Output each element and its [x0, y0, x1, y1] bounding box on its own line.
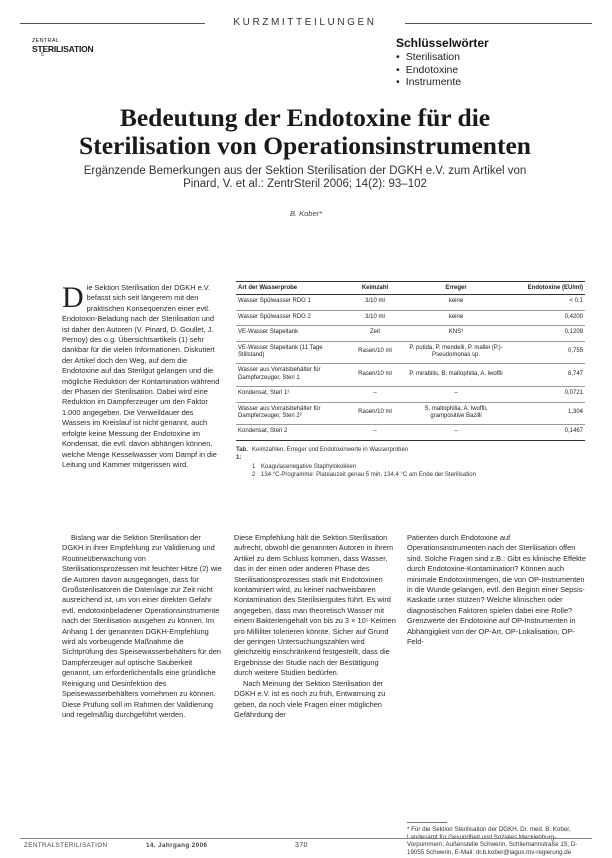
table-header-row [236, 282, 585, 295]
section-label: KURZMITTEILUNGEN [233, 17, 377, 28]
table-row [236, 402, 585, 425]
header-rule-left [20, 23, 205, 24]
table-cell: 1,304 [506, 402, 585, 425]
table-cell: P. putida, P. mendelii, P. mallei (P.)-Pseudomonas sp. [406, 341, 506, 364]
table-cell: – [344, 387, 406, 402]
table-cell: < 0,1 [506, 295, 585, 310]
table-row [236, 425, 585, 440]
table-header-cell: Erreger [406, 282, 506, 295]
drop-cap: D [62, 283, 84, 314]
table-cell: keine [406, 295, 506, 310]
table-cell: 0,1209 [506, 326, 585, 341]
logo-main-text: STERILISATION [32, 43, 94, 54]
paragraph: ie Sektion Sterilisation der DGKH e.V. befasst sich seit längerem mit den praktischen Konsequenzen einer evtl. Endotoxin-Beladung nach der Sterilisation und ist daher den Autoren (V. Pinard, D. Goullet, J. Pernoy) des o.g. Übersichtsartikels (1) sehr dankbar für die vielen Informationen. Diskutiert der Artikel doch den Weg, auf dem die Endotoxine auf das Sterilgut gelangen und die mögliche Reduktion der Kontamination während der Phasen der Sterilisation. Dabei wird eine Reduktion im Dampferzeuger um den Faktor 1.000 angegeben. Die Verweildauer des Wassers im Kreislauf ist nicht genannt, auch erfolgte keine Messung der Endotoxine im Kondensat, die evtl. davon abhängen können, welche Menge Kesselwasser vom Dampf in die Leitung und Kammer mitgerissen wird. [62, 283, 220, 469]
table-cell: Rasen/10 ml [344, 341, 406, 364]
journal-logo [32, 39, 93, 58]
table-cell: – [406, 425, 506, 440]
article-subtitle: Ergänzende Bemerkungen aus der Sektion Sterilisation der DGKH e.V. zum Artikel von Pinard, V. et al.: ZentrSteril 2006; 14(2): 93–102 [83, 165, 527, 190]
table-cell: KNS¹ [406, 326, 506, 341]
keyword-item: • Instrumente [396, 76, 586, 89]
table-cell: 0,4200 [506, 310, 585, 325]
table-cell: 0,1467 [506, 425, 585, 440]
keyword-item: • Sterilisation [396, 51, 586, 64]
logo-top-text: ZENTRAL [32, 38, 60, 44]
table-row [236, 295, 585, 310]
footer-volume: 14. Jahrgang 2006 [146, 842, 208, 849]
table-caption-label: Tab. 1: [236, 446, 248, 462]
table-cell: S. maltophilia, A. lwoffii, grampositive Bazilli [406, 402, 506, 425]
table-cell: Rasen/10 ml [344, 364, 406, 387]
table-cell: Rasen/10 ml [344, 402, 406, 425]
table-row [236, 387, 585, 402]
table-cell: – [406, 387, 506, 402]
data-table-block [236, 281, 585, 480]
table-header-cell: Keimzahl [344, 282, 406, 295]
table-cell: 8,747 [506, 364, 585, 387]
table-footnote-text: Koagulasenegative Staphylokokken [261, 463, 357, 470]
column-1-top [62, 283, 223, 527]
table-cell: Kondensat, Steri 1² [236, 387, 344, 402]
column-3 [407, 533, 587, 703]
paragraph: Bislang war die Sektion Sterilisation der DGKH in ihrer Empfehlung zur Validierung und Routineüberwachung von Sterilisationsprozessen mit feuchter Hitze (2) wie die Autoren davon ausgegangen, dass für Großsterilisatoren die Datenlage zur Zeit nicht ausreichend ist, um von einer direkten Gefahr evtl. endotoxinbeladener Operationsinstrumente nach der Sterilisation ausgehen zu können. Im Anhang 1 der genannten DGKH-Empfehlung wird als vorbeugende Maßnahme die Sichtprüfung des Speisewasserbehälters für den Dampferzeuger auf optische Sauberkeit genannt, um erforderlichenfalls eine gründliche Reinigung und Desinfektion des Speisewasserbehälters vornehmen zu können. Diese Prüfung soll im Rahmen der Validierung und regelmäßig durchgeführt werden. [62, 533, 222, 719]
footer-rule [20, 838, 592, 839]
table-row [236, 341, 585, 364]
page-number: 370 [295, 842, 308, 849]
table-cell: Wasser Spülwasser RDG 1 [236, 295, 344, 310]
column-2 [234, 533, 397, 829]
article-author: B. Kober* [289, 209, 323, 218]
keywords-title: Schlüsselwörter [396, 36, 489, 50]
table-cell: 3/10 ml [344, 310, 406, 325]
keyword-item: • Endotoxine [396, 64, 586, 77]
table-footnote-mark: 2 [252, 472, 256, 479]
table-cell: keine [406, 310, 506, 325]
header-rule-right [405, 23, 592, 24]
table-cell: Kondensat, Steri 2 [236, 425, 344, 440]
table-footnote-text: 134 °C-Programme: Plateauzeit genau 5 min, 134,4 °C am Ende der Sterilisation [261, 472, 476, 479]
table-footnote [236, 471, 585, 479]
table-cell: VE-Wasser Stapeltank (11 Tage Stillstand) [236, 341, 344, 364]
footnote-divider [407, 822, 447, 823]
table-cell: 0,755 [506, 341, 585, 364]
title-line-2: Sterilisation von Operationsinstrumenten [79, 131, 531, 160]
keywords-box [396, 36, 586, 89]
table-cell: P. mirabilis, B. maltophilia, A. lwoffii [406, 364, 506, 387]
logo-number: 5 [41, 52, 44, 58]
table-cell: 3/10 ml [344, 295, 406, 310]
table-cell: Wasser aus Vorratsbehälter für Dampferzeuger, Steri 2² [236, 402, 344, 425]
paragraph: Diese Empfehlung hält die Sektion Sterilisation aufrecht, obwohl die genannten Autoren in ihrem Artikel zu dem Schluss kommen, dass Wasser, das in der einen oder anderen Phase des Sterilisationsprozesses stark mit Endotoxinen kontaminiert wird, zu keiner nachweisbaren Kontamination des Sterilisiergutes führt. Es wird angegeben, dass man theoretisch Wasser mit einem Bakteriengehalt von bis zu 3 × 10⁵ Keimen pro Milliliter tolerieren könnte. Sicher auf Grund der geringen Untersuchungszahlen wird gleichzeitig einschränkend festgestellt, dass die Ergebnisse der Studie nach der Bestätigung durch weitere Studien bedürfen. [234, 533, 396, 678]
paragraph: Patienten durch Endotoxine auf Operationsinstrumenten nach der Sterilisation offen sind. Solche Fragen sind z.B.: Gibt es klinische Effekte durch Endotoxine-Kontamination? Können auch minimale Endotoxinmengen, die von OP-Instrumenten in die Wunde gelangen, evtl. den Beginn einer Sepsis-Kaskade unter stützen? Welche klinischen oder diagnostischen Faktoren spielen dabei eine Rolle? Grenzwerte der Endotoxine auf OP-Instrumenten in Abhängigkeit von der OP-Art, OP-Lokalisation, OP-Feld- [407, 533, 586, 647]
table-cell: Wasser Spülwasser RDG 2 [236, 310, 344, 325]
table-cell: – [344, 425, 406, 440]
data-table [236, 281, 585, 441]
article-title [40, 104, 570, 160]
table-cell: 0,0721 [506, 387, 585, 402]
table-row [236, 310, 585, 325]
footer-journal: ZENTRALSTERILISATION [24, 842, 108, 849]
table-cell: VE-Wasser Stapeltank [236, 326, 344, 341]
table-header-cell: Endotoxine (EU/ml) [506, 282, 585, 295]
table-footnote-mark: 1 [252, 463, 256, 470]
title-line-1: Bedeutung der Endotoxine für die [119, 103, 491, 132]
table-caption-text: Keimzahlen, Erreger und Endotoxinwerte in Wasserproben [252, 446, 409, 453]
table-header-cell: Art der Wasserprobe [236, 282, 344, 295]
table-footnote [236, 463, 585, 471]
column-1-bottom [62, 533, 223, 829]
table-row [236, 326, 585, 341]
paragraph: Nach Meinung der Sektion Sterilisation der DGKH e.V. ist es noch zu früh, Entwarnung zu geben, da noch viele Fragen einer möglichen Gefährdung der [234, 678, 386, 719]
table-cell: Zeit [344, 326, 406, 341]
table-caption [236, 446, 585, 463]
author-footnote: * Für die Sektion Sterilisation der DGKH. Dr. med. B. Kober, Vorpommern, Außenstelle Schwerin, Schliemannstraße 15, D-19055 Schwerin, E-Mail: dr.b.kober@lagus.mv-regierung.de [407, 826, 578, 856]
table-cell: Wasser aus Vorratsbehälter für Dampferzeuger, Steri 1 [236, 364, 344, 387]
table-row [236, 364, 585, 387]
table-notes [236, 446, 585, 480]
